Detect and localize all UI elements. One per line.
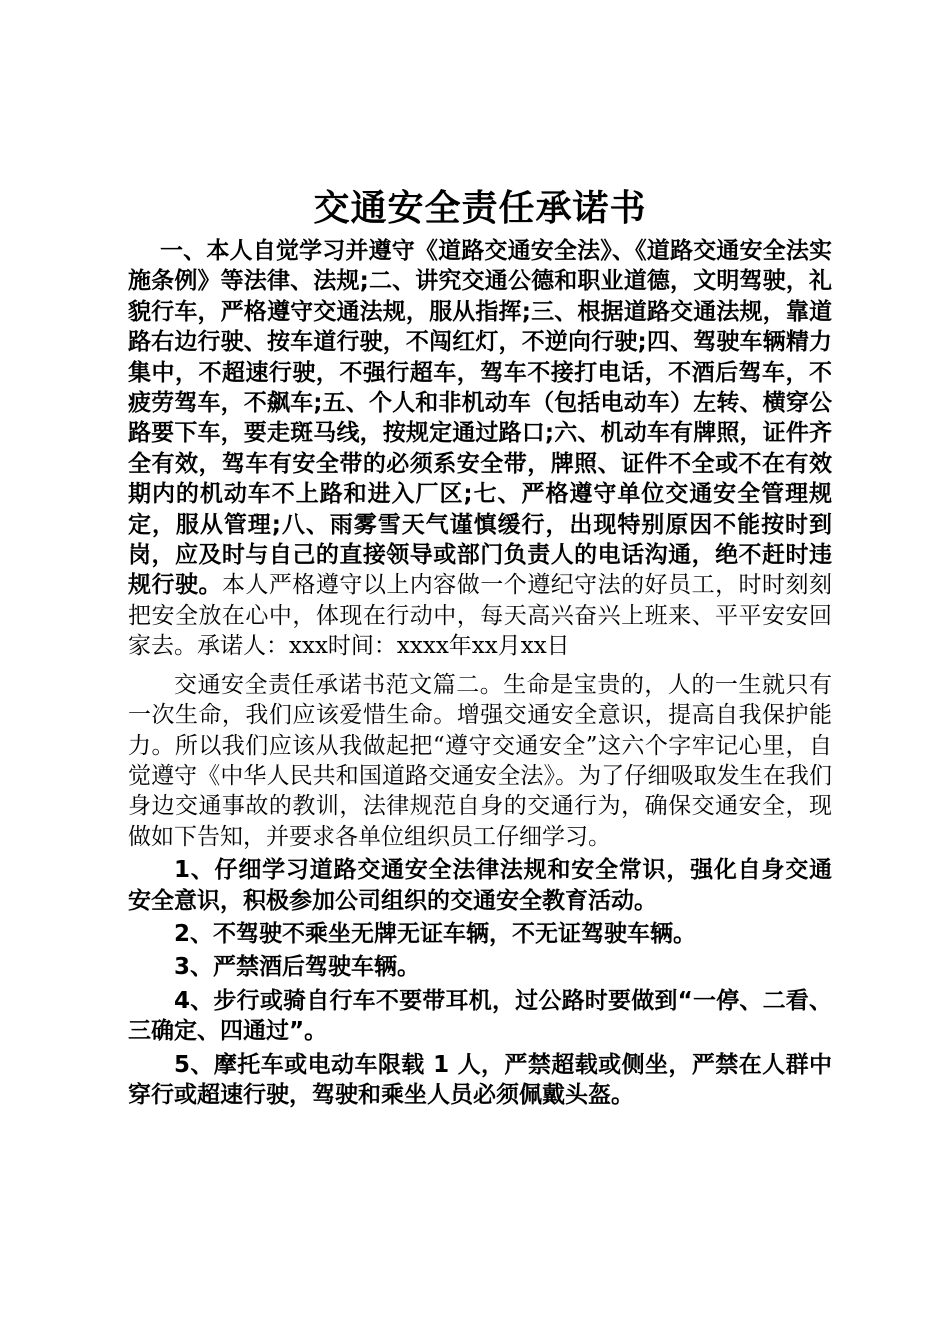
list-item: 3、严禁酒后驾驶车辆。 [174,954,421,981]
list-item: 2、不驾驶不乘坐无牌无证车辆，不无证驾驶车辆。 [174,920,697,947]
list-item: 5、摩托车或电动车限载 1 人，严禁超载或侧坐，严禁在人群中穿行或超速行驶，驾驶和乘坐人员必须佩戴头盔。 [128,1051,832,1108]
commitment-rules-text: 一、本人自觉学习并遵守《道路交通安全法》、《道路交通安全法实施条例》等法律、法规;二、讲究交通公德和职业道德，文明驾驶，礼貌行车，严格遵守交通法规，服从指挥;三、根据道路交通法规，靠道路右边行驶、按车道行驶，不闯红灯，不逆向行驶;四、驾驶车辆精力集中，不超速行驶，不强行超车，驾车不接打电话，不酒后驾车，不疲劳驾车，不飙车;五、个人和非机动车（包括电动车）左转、横穿公路要下车，要走斑马线，按规定通过路口;六、机动车有牌照，证件齐全有效，驾车有安全带的必须系安全带，牌照、证件不全或不在有效期内的机动车不上路和进入厂区;七、严格遵守单位交通安全管理规定，服从管理;八、雨雾雪天气谨慎缓行，出现特别原因不能按时到岗，应及时与自己的直接领导或部门负责人的电话沟通，绝不赶时违规行驶。 [128,238,832,599]
document-page [128,182,832,1110]
commitment-pledge-text: 本人严格遵守以上内容做一个遵纪守法的好员工，时时刻刻把安全放在心中，体现在行动中，每天高兴奋兴上班来、平平安安回家去。承诺人：xxx时间：xxxx年xx月xx日 [128,572,833,660]
commitment-paragraph [128,236,832,662]
list-item: 4、步行或骑自行车不要带耳机，过公路时要做到“一停、二看、三确定、四通过”。 [128,987,832,1045]
list-item: 1、仔细学习道路交通安全法律法规和安全常识，强化自身交通安全意识，积极参加公司组织的交通安全教育活动。 [128,857,832,914]
sample-two-paragraph: 交通安全责任承诺书范文篇二。生命是宝贵的，人的一生就只有一次生命，我们应该爱惜生命。增强交通安全意识，提高自我保护能力。所以我们应该从我做起把“遵守交通安全”这六个字牢记心里，自觉遵守《中华人民共和国道路交通安全法》。为了仔细吸取发生在我们身边交通事故的教训，法律规范自身的交通行为，确保交通安全，现做如下告知，并要求各单位组织员工仔细学习。 [128,671,832,850]
document-title: 交通安全责任承诺书 [313,188,647,229]
